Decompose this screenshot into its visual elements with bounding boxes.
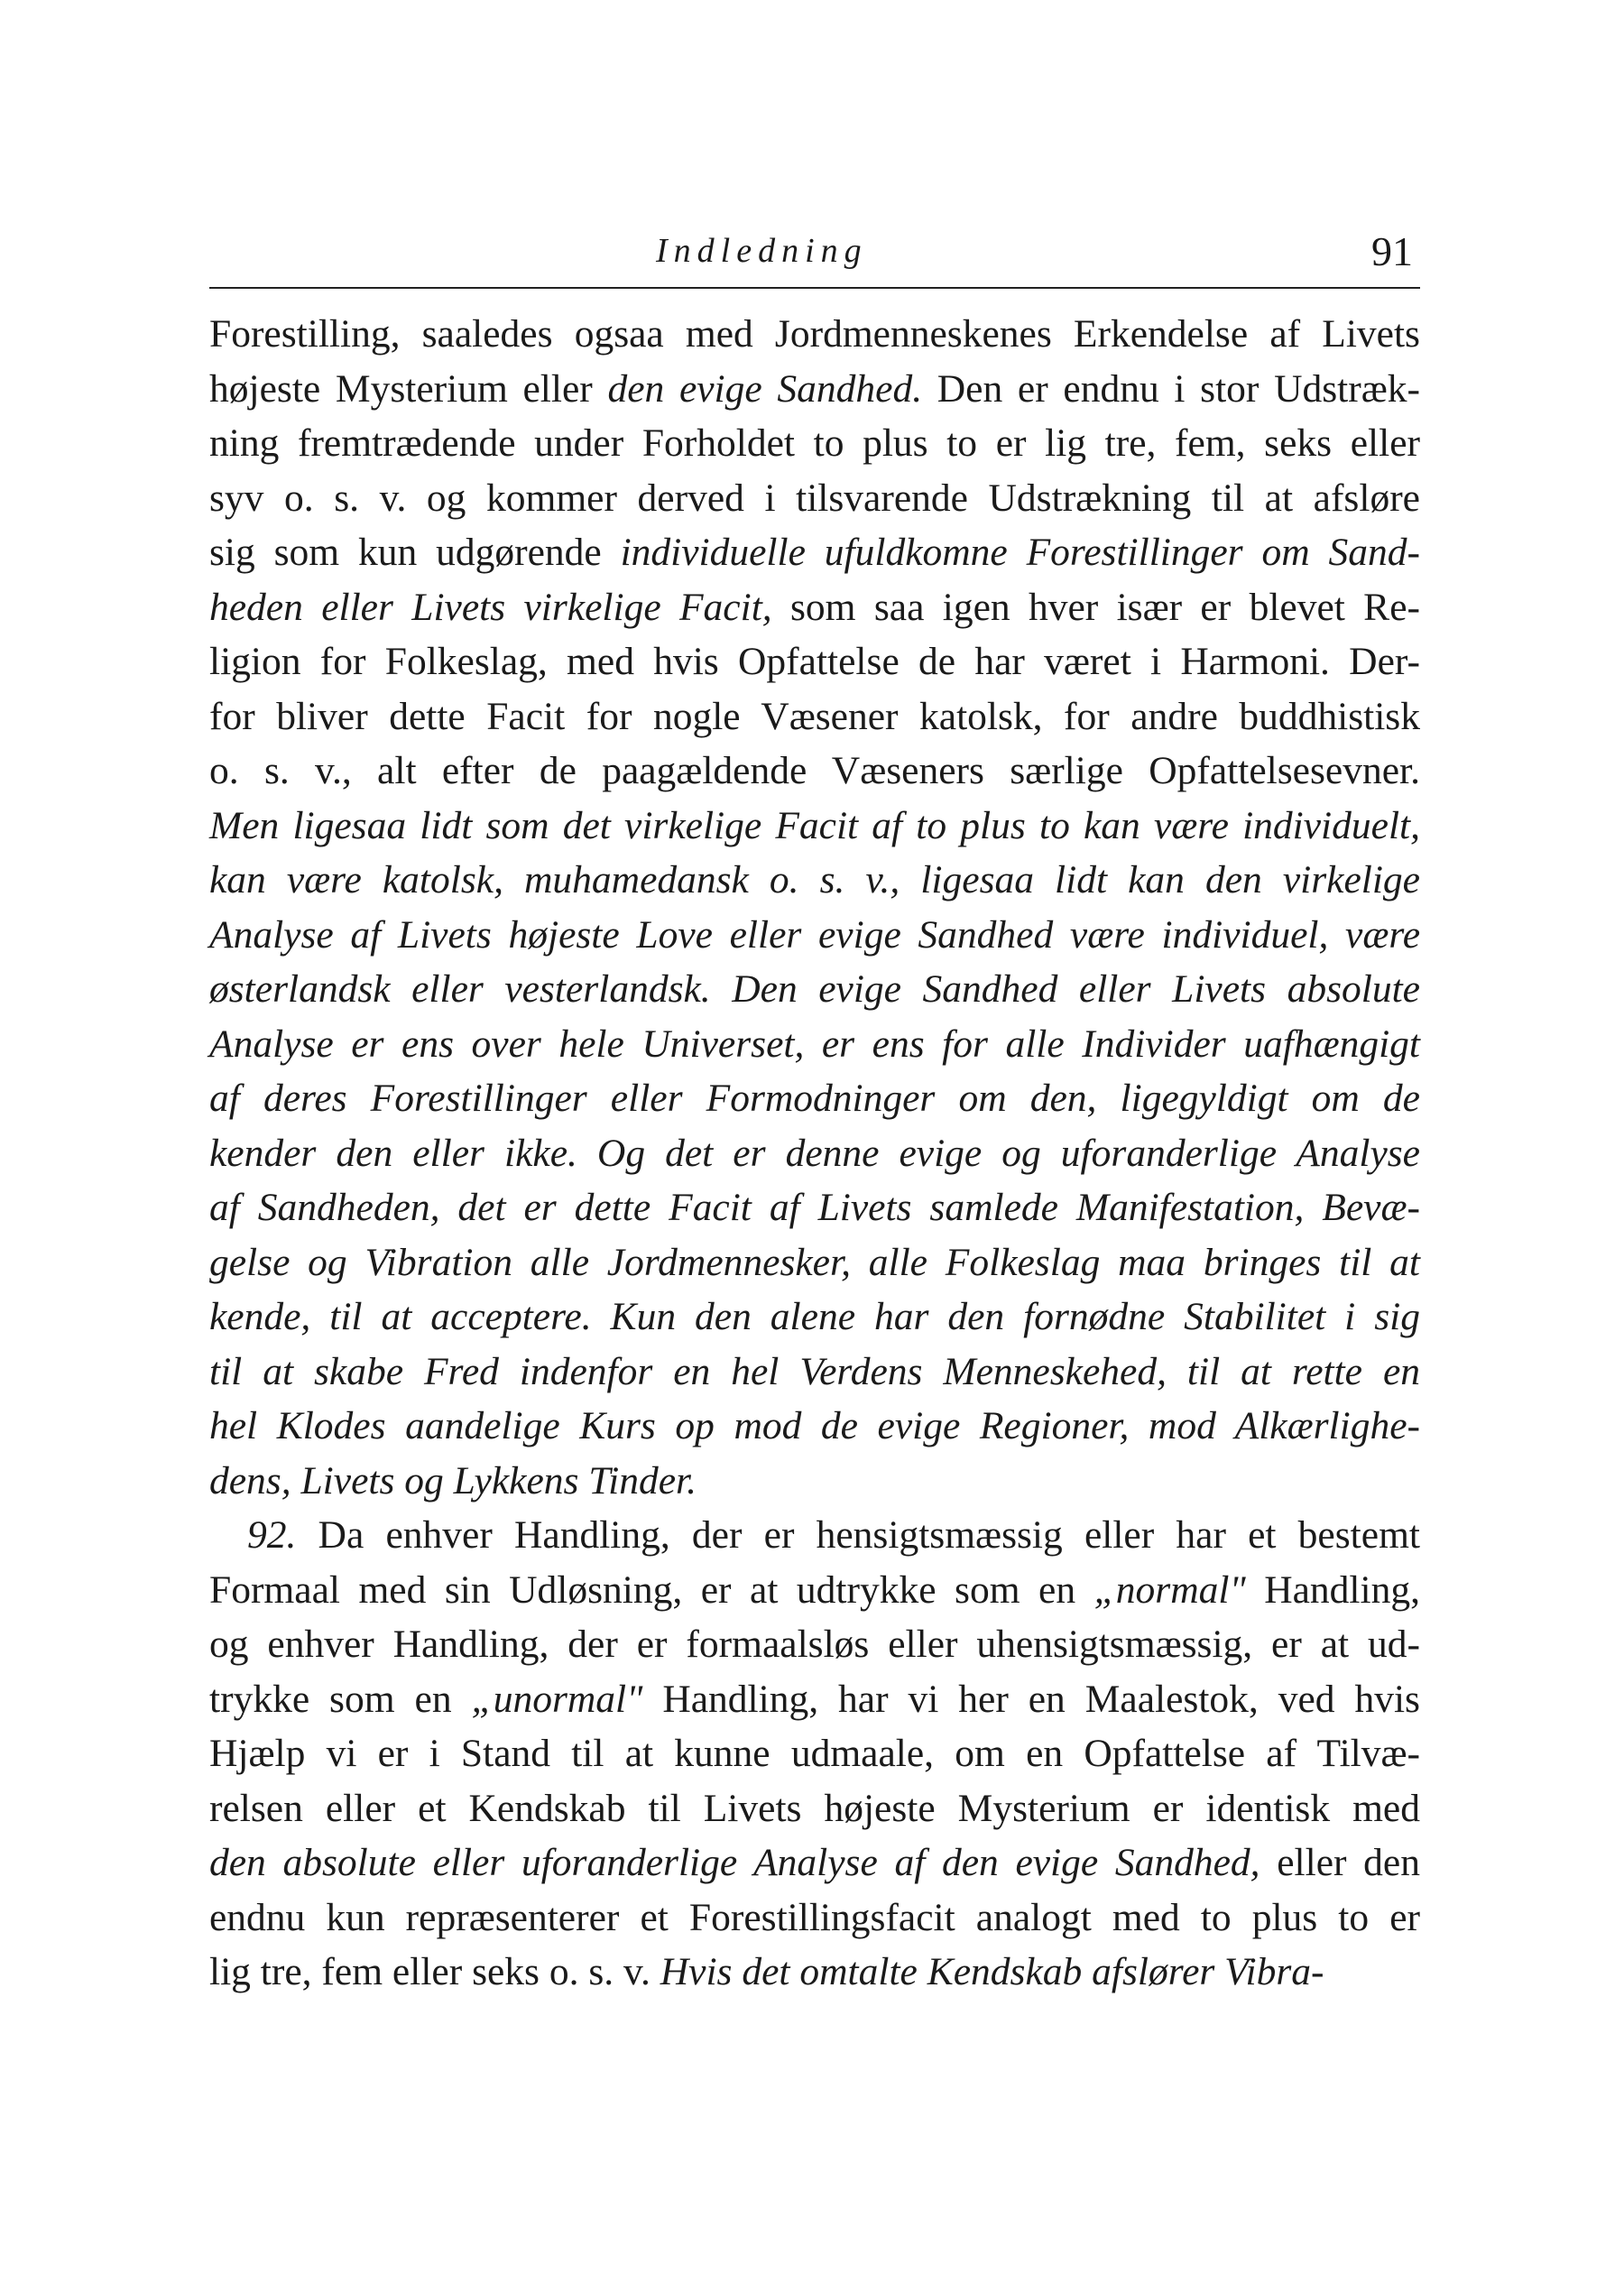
header-rule [209,287,1420,289]
text-line [209,1017,1420,1072]
text-run: som saa igen hver især er blevet Re- [771,585,1420,629]
italic-text: dens, Livets og Lykkens Tinder. [209,1458,697,1502]
italic-text: den evige Sandhed. [607,366,923,411]
text-line [209,908,1420,963]
text-run: Den er endnu i stor Udstræk- [922,366,1420,411]
text-body [209,307,1420,2000]
text-run: Formaal med sin Udløsning, er at udtrykke som en [209,1567,1094,1612]
running-title: Indledning [656,232,868,270]
text-run: eller den [1260,1841,1420,1884]
text-line [209,1180,1420,1235]
text-line [209,1781,1420,1836]
text-run: endnu kun repræsenterer et Forestillingsfacit analogt med to plus to er [209,1895,1420,1939]
text-line [209,799,1420,854]
text-run: trykke som en [209,1677,472,1721]
text-run: for bliver dette Facit for nogle Væsener katolsk, for andre buddhistisk [209,694,1420,738]
text-line [209,744,1420,799]
text-line [209,1290,1420,1345]
text-run: ligion for Folkeslag, med hvis Opfattelse de har været i Harmoni. Der- [209,640,1420,683]
text-line [209,1563,1420,1618]
text-line [209,525,1420,580]
italic-text: individuelle ufuldkomne Forestillinger om Sand- [620,531,1420,574]
text-line [209,689,1420,744]
text-run: syv o. s. v. og kommer derved i tilsvarende Udstrækning til at afsløre [209,476,1420,520]
text-run: lig tre, fem eller seks o. s. v. [209,1950,660,1993]
text-line [209,1345,1420,1400]
italic-text: Analyse af Livets højeste Love eller evige Sandhed være individuel, være [209,912,1420,957]
text-line [209,1672,1420,1727]
text-run: Hjælp vi er i Stand til at kunne udmaale, om en Opfattelse af Tilvæ- [209,1732,1420,1775]
text-run: o. s. v., alt efter de paagældende Væseners særlige Opfattelsesevner. [209,749,1420,792]
text-line [209,1126,1420,1181]
text-run: relsen eller et Kendskab til Livets højeste Mysterium er identisk med [209,1786,1420,1830]
italic-text: Men ligesaa lidt som det virkelige Facit af to plus to kan være individuelt, [209,803,1420,847]
italic-text: af deres Forestillinger eller Formodninger om den, ligegyldigt om de [209,1077,1420,1120]
italic-text: heden eller Livets virkelige Facit, [209,585,772,629]
text-line [209,307,1420,362]
italic-text: kende, til at acceptere. Kun den alene har den fornødne Stabilitet i sig [209,1295,1420,1338]
page-header [209,227,1420,282]
italic-text: til at skabe Fred indenfor en hel Verdens Menneskehed, til at rette en [209,1349,1420,1393]
text-run: og enhver Handling, der er formaalsløs eller uhensigtsmæssig, er at ud- [209,1623,1420,1666]
text-line [209,634,1420,689]
text-line [209,1071,1420,1126]
text-line [209,580,1420,635]
text-line [209,1454,1420,1509]
text-line [209,853,1420,908]
text-line [209,416,1420,471]
italic-text: Hvis det omtalte Kendskab afslører Vibra- [660,1950,1324,1993]
italic-text: hel Klodes aandelige Kurs op mod de evige Regioner, mod Alkærlighe- [209,1404,1420,1447]
italic-text: „unormal" [471,1677,643,1721]
italic-text: Analyse er ens over hele Universet, er ens for alle Individer uafhængigt [209,1022,1420,1066]
text-line [209,1235,1420,1290]
text-run: sig som kun udgørende [209,531,621,574]
text-line [209,362,1420,417]
text-line [209,1891,1420,1946]
text-line [209,1399,1420,1454]
italic-text: kender den eller ikke. Og det er denne evige og uforanderlige Analyse [209,1131,1420,1175]
text-line [209,1835,1420,1891]
text-line [209,1617,1420,1672]
text-line [209,471,1420,526]
text-line [209,1945,1420,2000]
text-run: Da enhver Handling, der er hensigtsmæssig eller har et bestemt [296,1513,1420,1557]
italic-text: kan være katolsk, muhamedansk o. s. v., ligesaa lidt kan den virkelige [209,858,1420,901]
text-run: højeste Mysterium eller [209,366,608,411]
italic-text: 92. [247,1513,297,1557]
page-number: 91 [1371,228,1413,274]
italic-text: „normal" [1093,1567,1246,1612]
text-run: ning fremtrædende under Forholdet to plus to er lig tre, fem, seks eller [209,421,1420,465]
text-line [209,1726,1420,1781]
italic-text: østerlandsk eller vesterlandsk. Den evige Sandhed eller Livets absolute [209,967,1420,1011]
text-line [209,962,1420,1017]
text-run: Forestilling, saaledes ogsaa med Jordmenneskenes Erkendelse af Livets [209,312,1420,356]
text-run: Handling, [1245,1567,1420,1612]
text-line [209,1508,1420,1563]
text-run: Handling, har vi her en Maalestok, ved hvis [642,1677,1420,1721]
italic-text: af Sandheden, det er dette Facit af Livets samlede Manifestation, Bevæ- [209,1186,1420,1229]
italic-text: gelse og Vibration alle Jordmennesker, alle Folkeslag maa bringes til at [209,1240,1420,1284]
italic-text: den absolute eller uforanderlige Analyse af den evige Sandhed, [209,1841,1260,1884]
